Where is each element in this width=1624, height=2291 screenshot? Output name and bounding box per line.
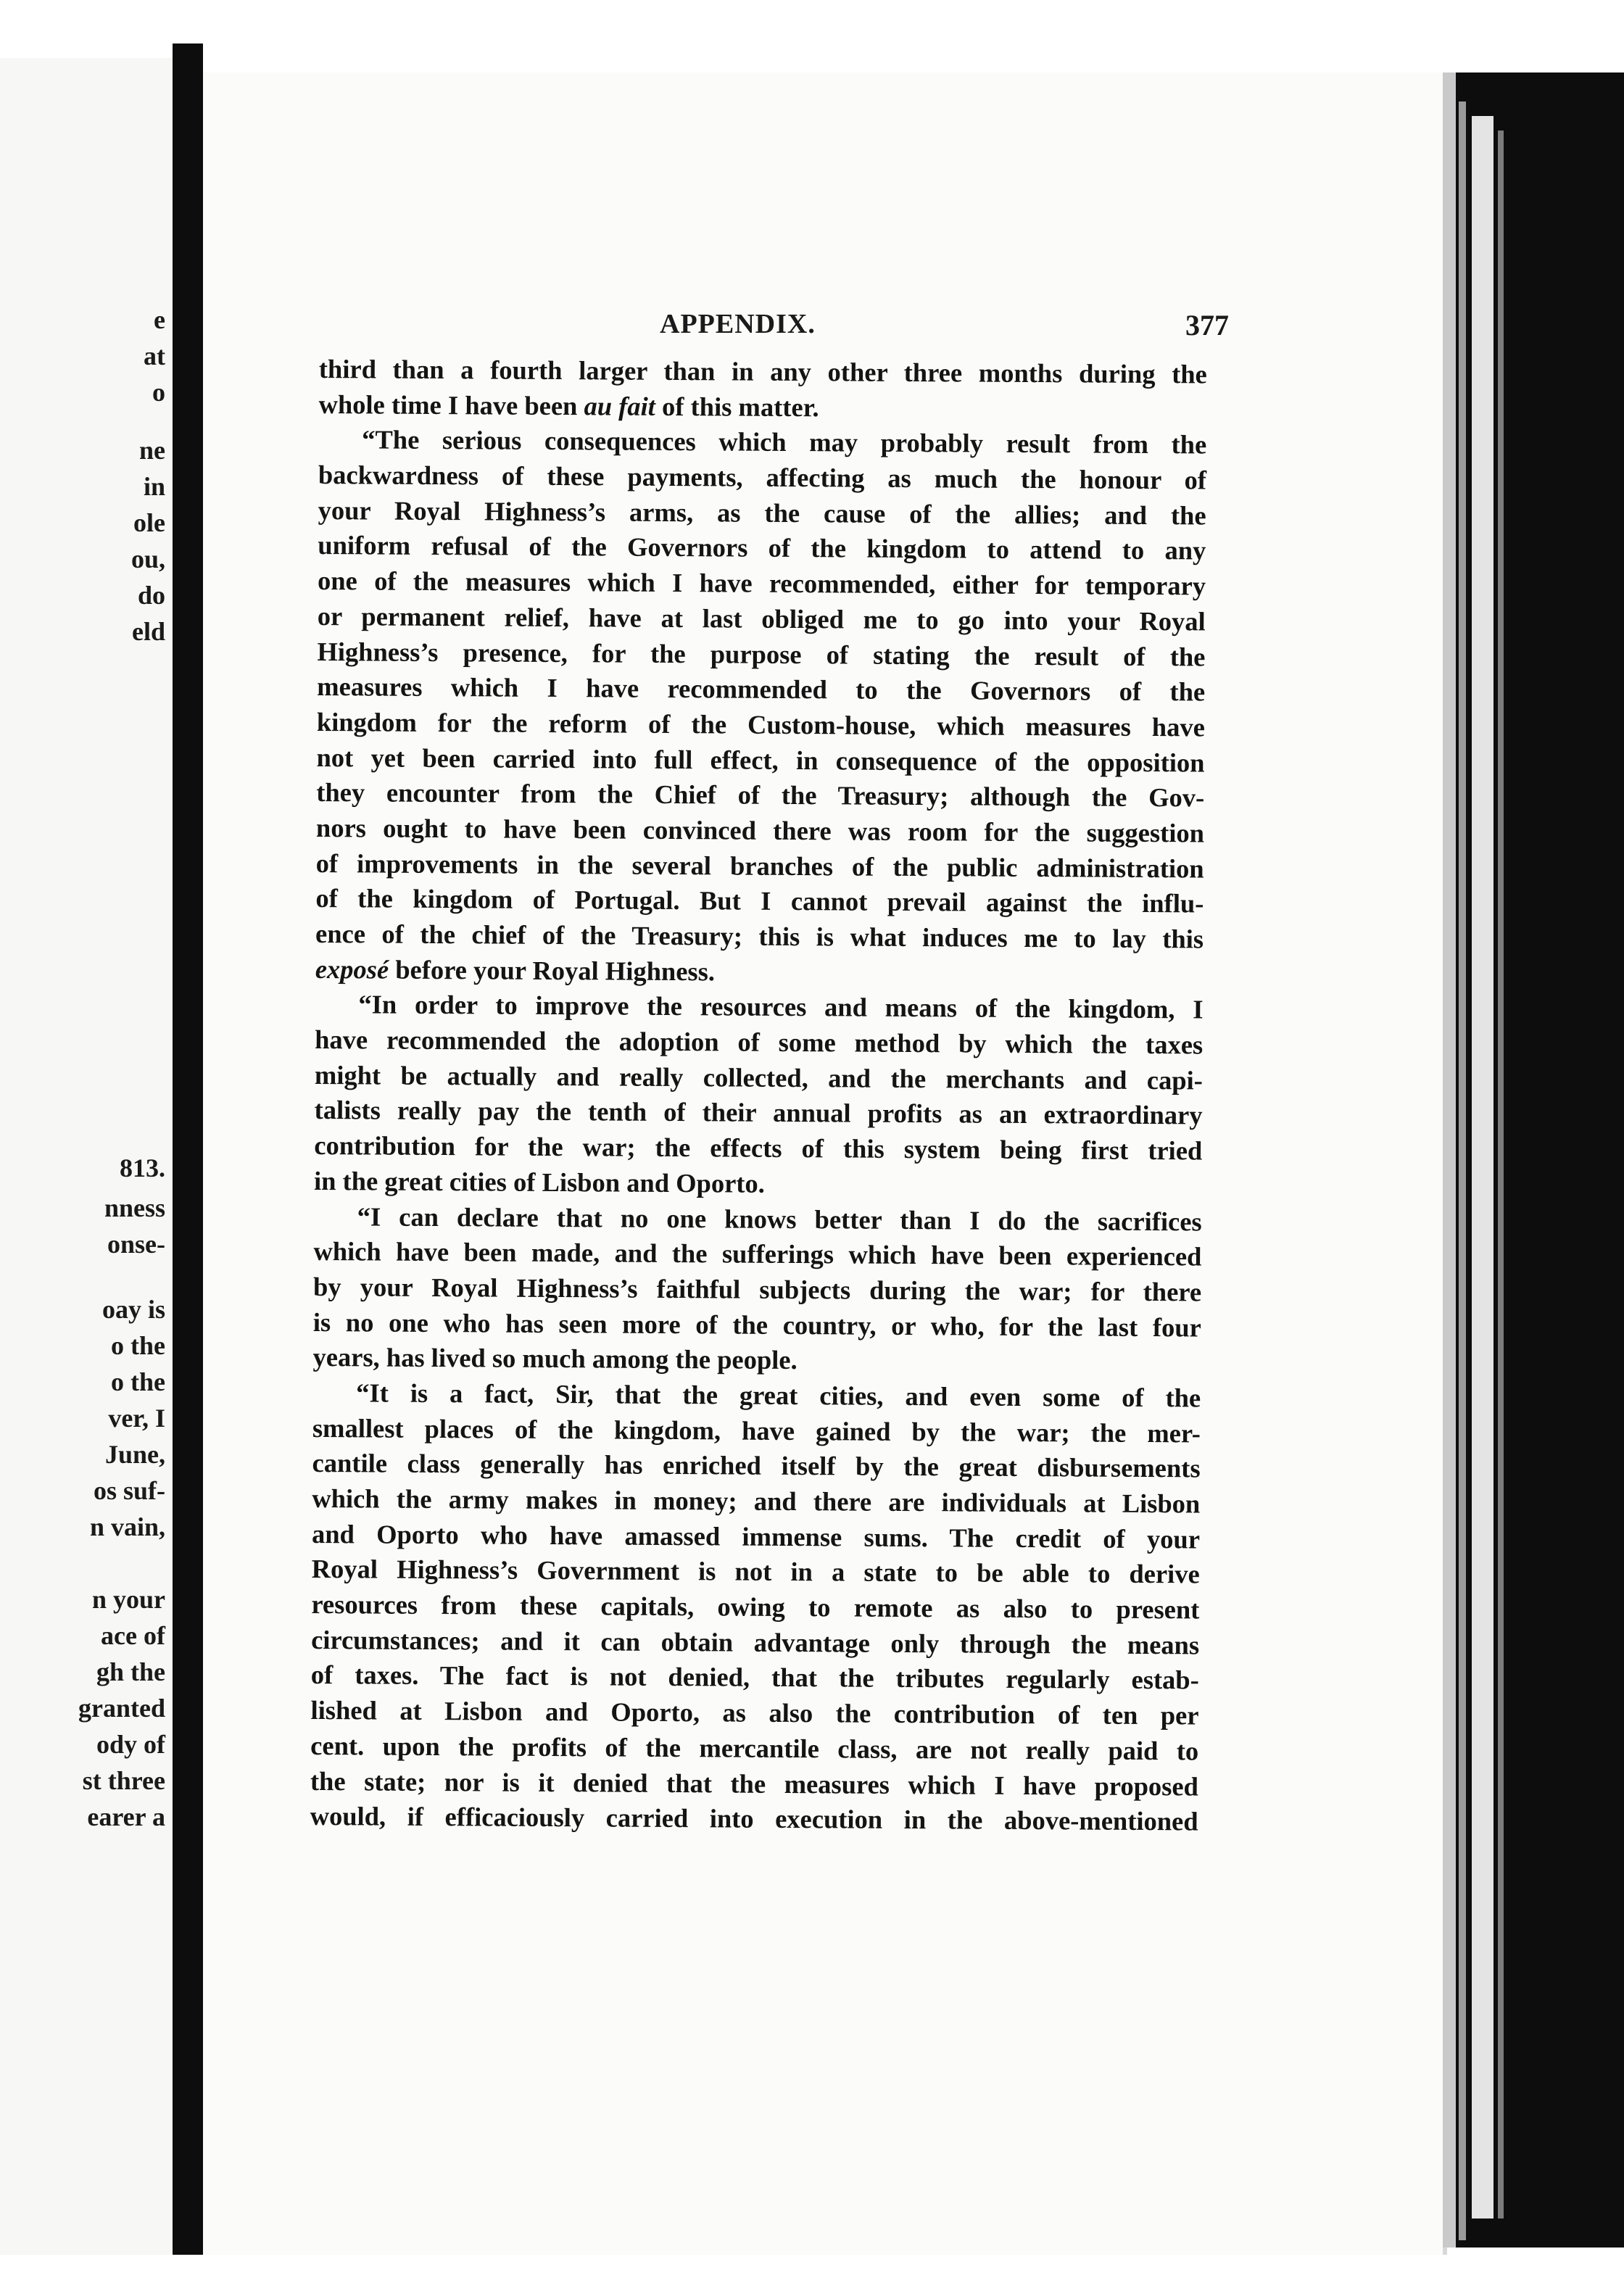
facing-page-text-fragment: os suf- — [93, 1476, 165, 1505]
scan-bottom-margin — [0, 2255, 1624, 2291]
text-line: have recommended the adoption of some method by which the taxes — [315, 1024, 1204, 1060]
text-line: third than a fourth larger than in any other three months during the — [318, 353, 1207, 389]
text-line: of the kingdom of Portugal. But I cannot prevail against the influ- — [315, 883, 1204, 919]
text-line: kingdom for the reform of the Custom-house, which measures have — [316, 706, 1205, 742]
facing-page-text-fragment: earer a — [87, 1802, 165, 1831]
book-spine-gutter — [173, 44, 203, 2269]
text-line: talists really pay the tenth of their annual profits as an extraordinary — [314, 1095, 1203, 1130]
text-line: smallest places of the kingdom, have gained by the war; the mer- — [312, 1412, 1201, 1449]
facing-page-text-fragment: ne — [139, 436, 165, 465]
text-line: would, if efficaciously carried into execution in the above-mentioned — [310, 1801, 1198, 1836]
facing-page-text-fragment: onse- — [107, 1230, 165, 1259]
text-line: Highness’s presence, for the purpose of stating the result of the — [317, 636, 1206, 671]
body-text — [310, 352, 1207, 1839]
text-line: Royal Highness’s Government is not in a state to be able to derive — [311, 1554, 1200, 1589]
page-header — [203, 308, 1443, 352]
text-line: which the army makes in money; and there are individuals at Lisbon — [312, 1483, 1201, 1519]
facing-page-fragment — [0, 58, 173, 2262]
facing-page-text-fragment: oay is — [102, 1295, 165, 1324]
text-line: might be actually and really collected, and the merchants and capi- — [314, 1059, 1204, 1095]
facing-page-text-fragment: gh the — [96, 1657, 165, 1686]
facing-page-text-fragment: n your — [91, 1585, 165, 1614]
text-line: lished at Lisbon and Oporto, as also the contribution of ten per — [310, 1695, 1199, 1731]
scan-right-margin — [1443, 72, 1624, 2248]
facing-page-text-fragment: do — [137, 581, 165, 610]
text-line: of improvements in the several branches of the public administration — [315, 848, 1204, 884]
text-line: and Oporto who have amassed immense sums. The credit of your — [311, 1518, 1201, 1554]
running-head: APPENDIX. — [660, 309, 816, 339]
facing-page-text-fragment: o the — [111, 1367, 165, 1396]
facing-page-text-fragment: ole — [133, 508, 165, 537]
text-line: “The serious consequences which may probably result from the — [362, 424, 1207, 460]
facing-page-text-fragment: in — [143, 472, 165, 501]
facing-page-text-fragment: June, — [104, 1440, 165, 1469]
facing-page-text-fragment: e — [154, 305, 165, 334]
facing-page-text-fragment: o the — [111, 1331, 165, 1360]
facing-page-text-fragment: o — [152, 378, 165, 407]
text-line: they encounter from the Chief of the Treasury; although the Gov- — [316, 777, 1205, 813]
facing-page-text-fragment: ace of — [101, 1621, 165, 1650]
text-line: cantile class generally has enriched itself by the great disbursements — [312, 1448, 1201, 1483]
text-line: circumstances; and it can obtain advantage only through the means — [311, 1624, 1200, 1660]
facing-page-text-fragment: ody of — [96, 1730, 165, 1759]
text-line: “In order to improve the resources and means of the kingdom, I — [358, 989, 1204, 1024]
text-line: in the great cities of Lisbon and Oporto. — [313, 1165, 766, 1198]
text-line: years, has lived so much among the people. — [312, 1342, 798, 1375]
text-line: contribution for the war; the effects of this system being first tried — [314, 1130, 1203, 1166]
text-line: by your Royal Highness’s faithful subjects during the war; for there — [312, 1271, 1202, 1307]
facing-page-text-fragment: st three — [82, 1766, 165, 1795]
text-line: is no one who has seen more of the country, or who, for the last four — [312, 1306, 1201, 1343]
text-line: whole time I have been au fait of this matter. — [318, 389, 819, 422]
text-line: resources from these capitals, owing to remote as also to present — [311, 1589, 1200, 1625]
text-line: measures which I have recommended to the Governors of the — [317, 671, 1206, 707]
text-line: nors ought to have been convinced there was room for the suggestion — [315, 812, 1205, 848]
text-line: or permanent relief, have at last obliged me to go into your Royal — [317, 600, 1206, 637]
facing-page-text-fragment: ou, — [130, 544, 165, 573]
facing-page-text-fragment: 813. — [120, 1153, 165, 1182]
facing-page-text-fragment: n vain, — [89, 1512, 165, 1541]
facing-page-text-fragment: nness — [104, 1193, 165, 1222]
text-line: cent. upon the profits of the mercantile class, are not really paid to — [310, 1730, 1199, 1766]
scan-top-margin — [0, 0, 1624, 72]
text-line: backwardness of these payments, affecting as much the honour of — [318, 460, 1207, 495]
text-line: uniform refusal of the Governors of the kingdom to attend to any — [318, 530, 1206, 566]
text-line: your Royal Highness’s arms, as the cause of the allies; and the — [318, 494, 1206, 531]
facing-page-text-fragment: eld — [131, 617, 165, 646]
facing-page-text-fragment: ver, I — [108, 1404, 165, 1433]
text-line: which have been made, and the sufferings which have been experienced — [313, 1236, 1202, 1272]
text-line: “I can declare that no one knows better than I do the sacrifices — [357, 1201, 1202, 1236]
facing-page-text-fragment: granted — [78, 1694, 165, 1723]
text-line: “It is a fact, Sir, that the great cities, and even some of the — [356, 1378, 1201, 1413]
text-line: the state; nor is it denied that the measures which I have proposed — [310, 1765, 1199, 1801]
facing-page-text-fragment: at — [144, 341, 165, 370]
text-line: exposé before your Royal Highness. — [315, 953, 716, 987]
text-line: not yet been carried into full effect, in consequence of the opposition — [316, 742, 1205, 778]
text-line: one of the measures which I have recommended, either for temporary — [317, 566, 1206, 601]
text-line: of taxes. The fact is not denied, that the tributes regularly estab- — [310, 1660, 1199, 1695]
page-number: 377 — [1185, 309, 1229, 341]
book-page — [203, 72, 1443, 2262]
text-line: ence of the chief of the Treasury; this is what induces me to lay this — [315, 918, 1204, 954]
